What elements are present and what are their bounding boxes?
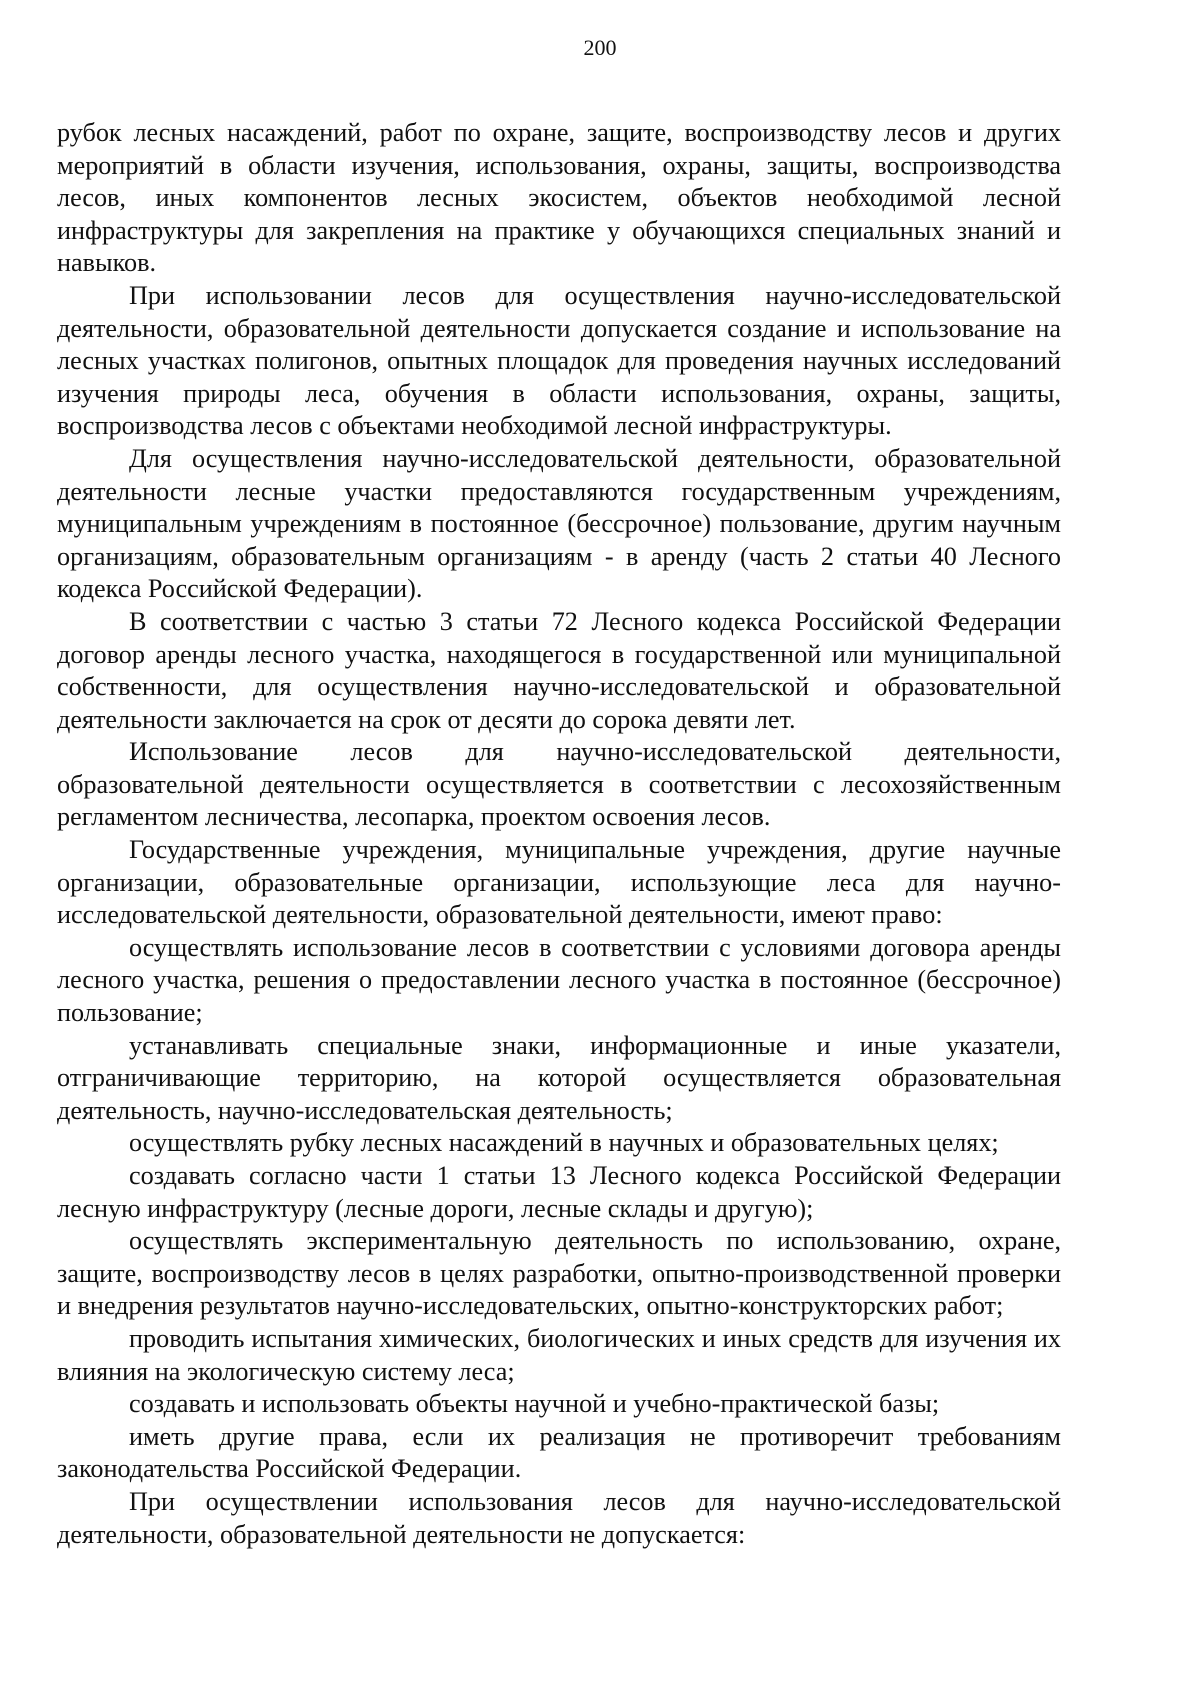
list-item-paragraph: создавать согласно части 1 статьи 13 Лесного кодекса Российской Федерации лесную инфраструктуру (лесные дороги, лесные склады и другую); xyxy=(57,1161,1061,1223)
list-item-paragraph: иметь другие права, если их реализация не противоречит требованиям законодательства Российской Федерации. xyxy=(57,1421,1061,1484)
list-item-paragraph: проводить испытания химических, биологических и иных средств для изучения их влияния на экологическую систему леса; xyxy=(57,1323,1061,1386)
page-number: 200 xyxy=(583,35,617,60)
paragraph-continuation: рубок лесных насаждений, работ по охране, защите, воспроизводству лесов и других мероприятий в области изучения, использования, охраны, защиты, воспроизводства лесов, иных компонентов лесных экосистем, объектов необходимой лесной инфраструктуры для закрепления на практике у обучающихся специальных знаний и навыков. xyxy=(57,118,1061,278)
paragraph: Для осуществления научно-исследовательской деятельности, образовательной деятельности лесные участки предоставляются государственным учреждениям, муниципальным учреждениям в постоянное (бессрочное) пользование, другим научным организациям, образовательным организациям - в аренду (часть 2 статьи 40 Лесного кодекса Российской Федерации). xyxy=(57,443,1061,604)
paragraph: При осуществлении использования лесов для научно-исследовательской деятельности, образовательной деятельности не допускается: xyxy=(57,1486,1061,1549)
list-item-paragraph: осуществлять рубку лесных насаждений в научных и образовательных целях; xyxy=(129,1128,999,1158)
paragraph: При использовании лесов для осуществления научно-исследовательской деятельности, образовательной деятельности допускается создание и использование на лесных участках полигонов, опытных площадок для проведения научных исследований изучения природы леса, обучения в области использования, охраны, защиты, воспроизводства лесов с объектами необходимой лесной инфраструктуры. xyxy=(57,280,1061,441)
list-item-paragraph: осуществлять экспериментальную деятельность по использованию, охране, защите, воспроизводству лесов в целях разработки, опытно-производственной проверки и внедрения результатов научно-исследовательских, опытно-конструкторских работ; xyxy=(57,1226,1061,1321)
list-item-paragraph: создавать и использовать объекты научной и учебно-практической базы; xyxy=(129,1389,940,1419)
paragraph: Государственные учреждения, муниципальные учреждения, другие научные организации, образовательные организации, использующие леса для научно-исследовательской деятельности, образовательной деятельности, имеют право: xyxy=(57,835,1061,930)
paragraph: Использование лесов для научно-исследовательской деятельности, образовательной деятельности осуществляется в соответствии с лесохозяйственным регламентом лесничества, лесопарка, проектом освоения лесов. xyxy=(57,737,1061,832)
paragraph: В соответствии с частью 3 статьи 72 Лесного кодекса Российской Федерации договор аренды лесного участка, находящегося в государственной или муниципальной собственности, для осуществления научно-исследовательской и образовательной деятельности заключается на срок от десяти до сорока девяти лет. xyxy=(57,606,1061,734)
list-item-paragraph: устанавливать специальные знаки, информационные и иные указатели, отграничивающие территорию, на которой осуществляется образовательная деятельность, научно-исследовательская деятельность; xyxy=(57,1030,1061,1125)
document-body xyxy=(57,117,1061,1551)
list-item-paragraph: осуществлять использование лесов в соответствии с условиями договора аренды лесного участка, решения о предоставлении лесного участка в постоянное (бессрочное) пользование; xyxy=(57,932,1061,1028)
